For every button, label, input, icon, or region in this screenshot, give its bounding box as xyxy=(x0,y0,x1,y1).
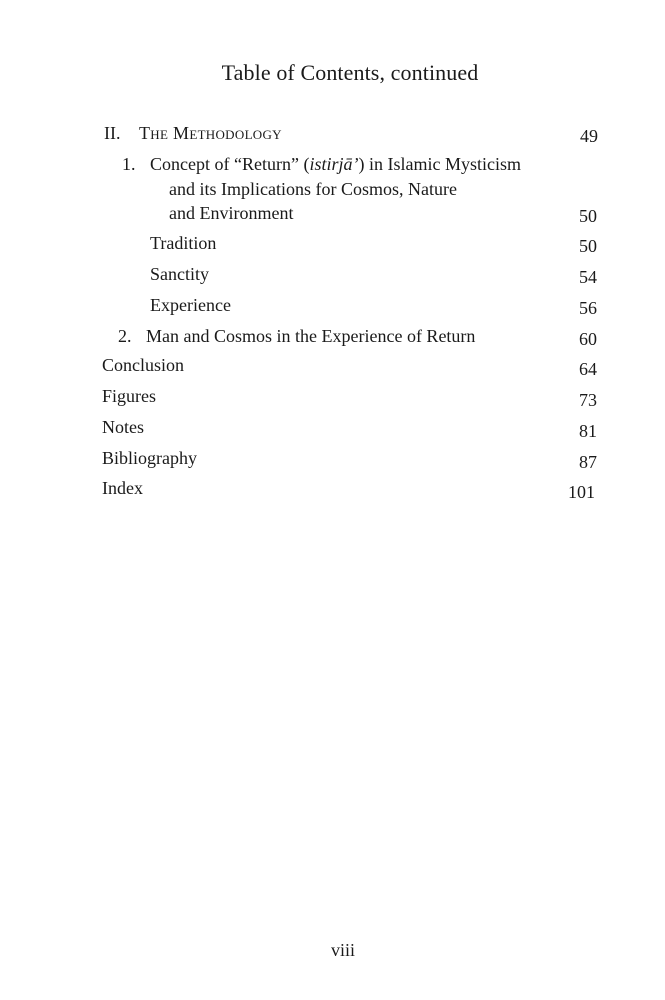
entry-number: 1. xyxy=(122,154,136,174)
toc-entry-bibliography: Bibliography xyxy=(102,448,197,468)
entry-title-part: Concept of “Return” ( xyxy=(150,154,310,174)
toc-entry-man-and-cosmos xyxy=(118,324,475,348)
entry-page-number: 64 xyxy=(579,359,597,379)
entry-page-number: 50 xyxy=(579,236,597,256)
entry-page-number: 73 xyxy=(579,390,597,410)
entry-page-number: 60 xyxy=(579,329,597,349)
entry-title-italic: istirjā’ xyxy=(309,154,359,174)
toc-entry-notes: Notes xyxy=(102,417,144,437)
toc-entry-figures: Figures xyxy=(102,386,156,406)
entry-number: 2. xyxy=(118,326,132,346)
entry-page-number: 54 xyxy=(579,267,597,287)
toc-entry-tradition: Tradition xyxy=(150,233,217,253)
entry-page-number: 87 xyxy=(579,452,597,472)
toc-entry-sanctity: Sanctity xyxy=(150,264,209,284)
toc-entry-conclusion: Conclusion xyxy=(102,355,185,375)
entry-page-number: 81 xyxy=(579,421,597,441)
page-heading: Table of Contents, continued xyxy=(221,60,479,85)
toc-entry-experience: Experience xyxy=(150,295,231,315)
page-folio: viii xyxy=(330,940,355,960)
entry-title: Man and Cosmos in the Experience of Return xyxy=(146,326,476,346)
toc-entry-concept-of-return xyxy=(122,152,521,176)
entry-number: II. xyxy=(104,123,121,143)
entry-page-number: 56 xyxy=(579,298,597,318)
toc-entry-methodology xyxy=(104,121,282,145)
entry-title-line-3: and Environment xyxy=(169,203,294,223)
entry-title: The Methodology xyxy=(139,123,282,143)
entry-page-number: 101 xyxy=(568,482,595,502)
entry-title-part: ) in Islamic Mysticism xyxy=(358,154,521,174)
toc-entry-index: Index xyxy=(102,478,143,498)
entry-page-number: 50 xyxy=(579,206,597,226)
entry-title-line-2: and its Implications for Cosmos, Nature xyxy=(169,179,457,199)
entry-page-number: 49 xyxy=(580,126,598,146)
